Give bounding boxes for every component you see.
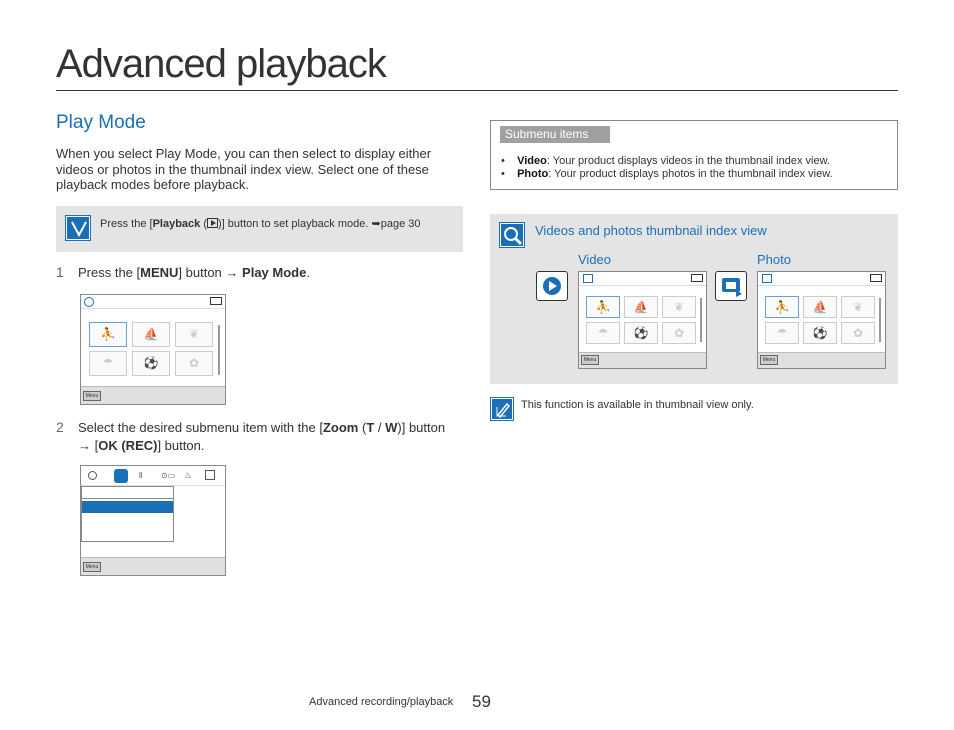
thumbnail[interactable]: ⚽ — [803, 322, 837, 344]
step-2-part: / — [374, 420, 386, 435]
thumbnail[interactable]: ⛹ — [586, 296, 620, 318]
thumbnail[interactable]: ❦ — [841, 296, 875, 318]
page-ref-arrow-icon: ➥ — [371, 218, 381, 230]
step-1-menu: MENU — [140, 265, 179, 280]
thumbnail[interactable]: ✿ — [175, 351, 213, 376]
note-page-ref[interactable]: page 30 — [380, 218, 421, 230]
scrollbar[interactable] — [879, 298, 881, 342]
playback-button-icon — [207, 218, 218, 228]
footer-section: Advanced recording/playback — [309, 696, 454, 708]
video-thumbnail-screen — [578, 271, 707, 369]
thumbnail[interactable]: ⚽ — [624, 322, 658, 344]
page-title: Advanced playback — [56, 42, 386, 86]
submenu-term: Video — [517, 155, 547, 167]
menu-chip[interactable]: Menu — [83, 562, 101, 572]
camera-screen-thumbnails — [80, 294, 226, 405]
settings-tab-icon[interactable] — [88, 471, 97, 480]
step-1-part: ] button — [178, 265, 226, 280]
thumbnail[interactable]: ⛵ — [803, 296, 837, 318]
step-2-zoom: Zoom — [322, 420, 359, 435]
screen-topbar — [81, 295, 225, 309]
submenu-item-photo: • Photo: Your product displays photos in the thumbnail index view. — [501, 168, 833, 180]
screen-bottombar — [579, 352, 706, 368]
magnifier-icon — [500, 223, 524, 247]
step-2-t: T — [366, 420, 375, 435]
submenu-desc: : Your product displays photos in the thumbnail index view. — [548, 168, 833, 180]
step-2-text — [78, 419, 468, 455]
arrow-right-icon: → — [78, 438, 91, 453]
submenu-item[interactable] — [82, 487, 173, 499]
thumbnail[interactable]: ✿ — [662, 322, 696, 344]
photo-mode-icon — [762, 274, 772, 283]
screen-topbar — [579, 272, 706, 286]
play-mode-icon — [84, 297, 94, 307]
screen-topbar — [758, 272, 885, 286]
thumbnail[interactable]: ☂ — [586, 322, 620, 344]
video-label: Video — [578, 252, 612, 267]
note-mid: ( — [200, 218, 208, 230]
battery-icon — [691, 274, 703, 282]
section-title: Play Mode — [56, 112, 146, 133]
screen-bottombar — [81, 557, 225, 575]
battery-icon — [210, 297, 222, 305]
thumbnail[interactable]: ⛹ — [765, 296, 799, 318]
thumbnail[interactable]: ❦ — [662, 296, 696, 318]
thumbnail[interactable]: ⛵ — [132, 322, 170, 347]
step-2-part: [ — [91, 438, 99, 453]
key-tab-icon[interactable]: ⊙▭ — [161, 471, 176, 480]
camera-screen-menu — [80, 465, 226, 576]
step-2-ok: OK (REC) — [98, 438, 158, 453]
intro-paragraph: When you select Play Mode, you can then select to display either videos or photos in the thumbnail index view. Select one of these playback modes before playback. — [56, 146, 432, 192]
step-2-w: W — [385, 420, 398, 435]
thumbnail[interactable]: ⛵ — [624, 296, 658, 318]
battery-icon — [870, 274, 882, 282]
submenu-list — [81, 486, 174, 542]
step-1-part: . — [306, 265, 310, 280]
video-play-mode-icon — [536, 271, 568, 301]
step-1-text — [78, 264, 310, 282]
pause-tab-icon[interactable]: ll — [139, 471, 143, 480]
screen-bottombar — [81, 386, 225, 404]
submenu-term: Photo — [517, 168, 549, 180]
thumbnail[interactable]: ⚽ — [132, 351, 170, 376]
thumbnail[interactable]: ☂ — [89, 351, 127, 376]
thumbnail[interactable]: ☂ — [765, 322, 799, 344]
thumbnail[interactable]: ✿ — [841, 322, 875, 344]
note-pre: Press the [ — [100, 218, 153, 230]
page-number: 59 — [472, 692, 491, 711]
submenu-heading: Submenu items — [500, 126, 610, 143]
step-2-part: ] button. — [157, 438, 205, 453]
gallery-tab-icon[interactable] — [205, 470, 215, 480]
menu-chip[interactable]: Menu — [760, 355, 778, 365]
step-1-playmode: Play Mode — [242, 265, 307, 280]
thumbnail[interactable]: ❦ — [175, 322, 213, 347]
step-1-number: 1 — [56, 264, 64, 280]
checkmark-note-icon — [66, 216, 90, 240]
step-2-number: 2 — [56, 419, 64, 435]
arrow-right-icon: → — [225, 265, 239, 280]
info-note-text: This function is available in thumbnail view only. — [521, 399, 754, 411]
play-mode-tab-icon[interactable] — [114, 469, 128, 483]
screen-bottombar — [758, 352, 885, 368]
submenu-desc: : Your product displays videos in the thumbnail index view. — [546, 155, 830, 167]
photo-play-mode-icon — [715, 271, 747, 301]
thumbnail[interactable]: ⛹ — [89, 322, 127, 347]
photo-label: Photo — [757, 252, 791, 267]
step-2-part: )] button — [397, 420, 446, 435]
note-text — [100, 217, 420, 230]
menu-chip[interactable]: Menu — [581, 355, 599, 365]
note-post: )] button to set playback mode. — [218, 218, 372, 230]
step-2-part: Select the desired submenu item with the [ — [78, 420, 323, 435]
note-bold: Playback — [152, 218, 201, 230]
title-divider — [56, 90, 898, 91]
pencil-note-icon — [491, 398, 513, 420]
scrollbar[interactable] — [700, 298, 702, 342]
step-2-part: ( — [358, 420, 367, 435]
step-1-part: Press the [ — [78, 265, 141, 280]
submenu-item-selected[interactable] — [82, 501, 173, 513]
scrollbar[interactable] — [218, 325, 220, 375]
video-mode-icon — [583, 274, 593, 283]
thumbnail-view-title: Videos and photos thumbnail index view — [535, 223, 767, 238]
delete-tab-icon[interactable]: ♨ — [184, 470, 193, 480]
photo-thumbnail-screen — [757, 271, 886, 369]
menu-tabs-bar — [81, 466, 225, 486]
submenu-item-video: • Video: Your product displays videos in the thumbnail index view. — [501, 155, 830, 167]
menu-chip[interactable]: Menu — [83, 391, 101, 401]
